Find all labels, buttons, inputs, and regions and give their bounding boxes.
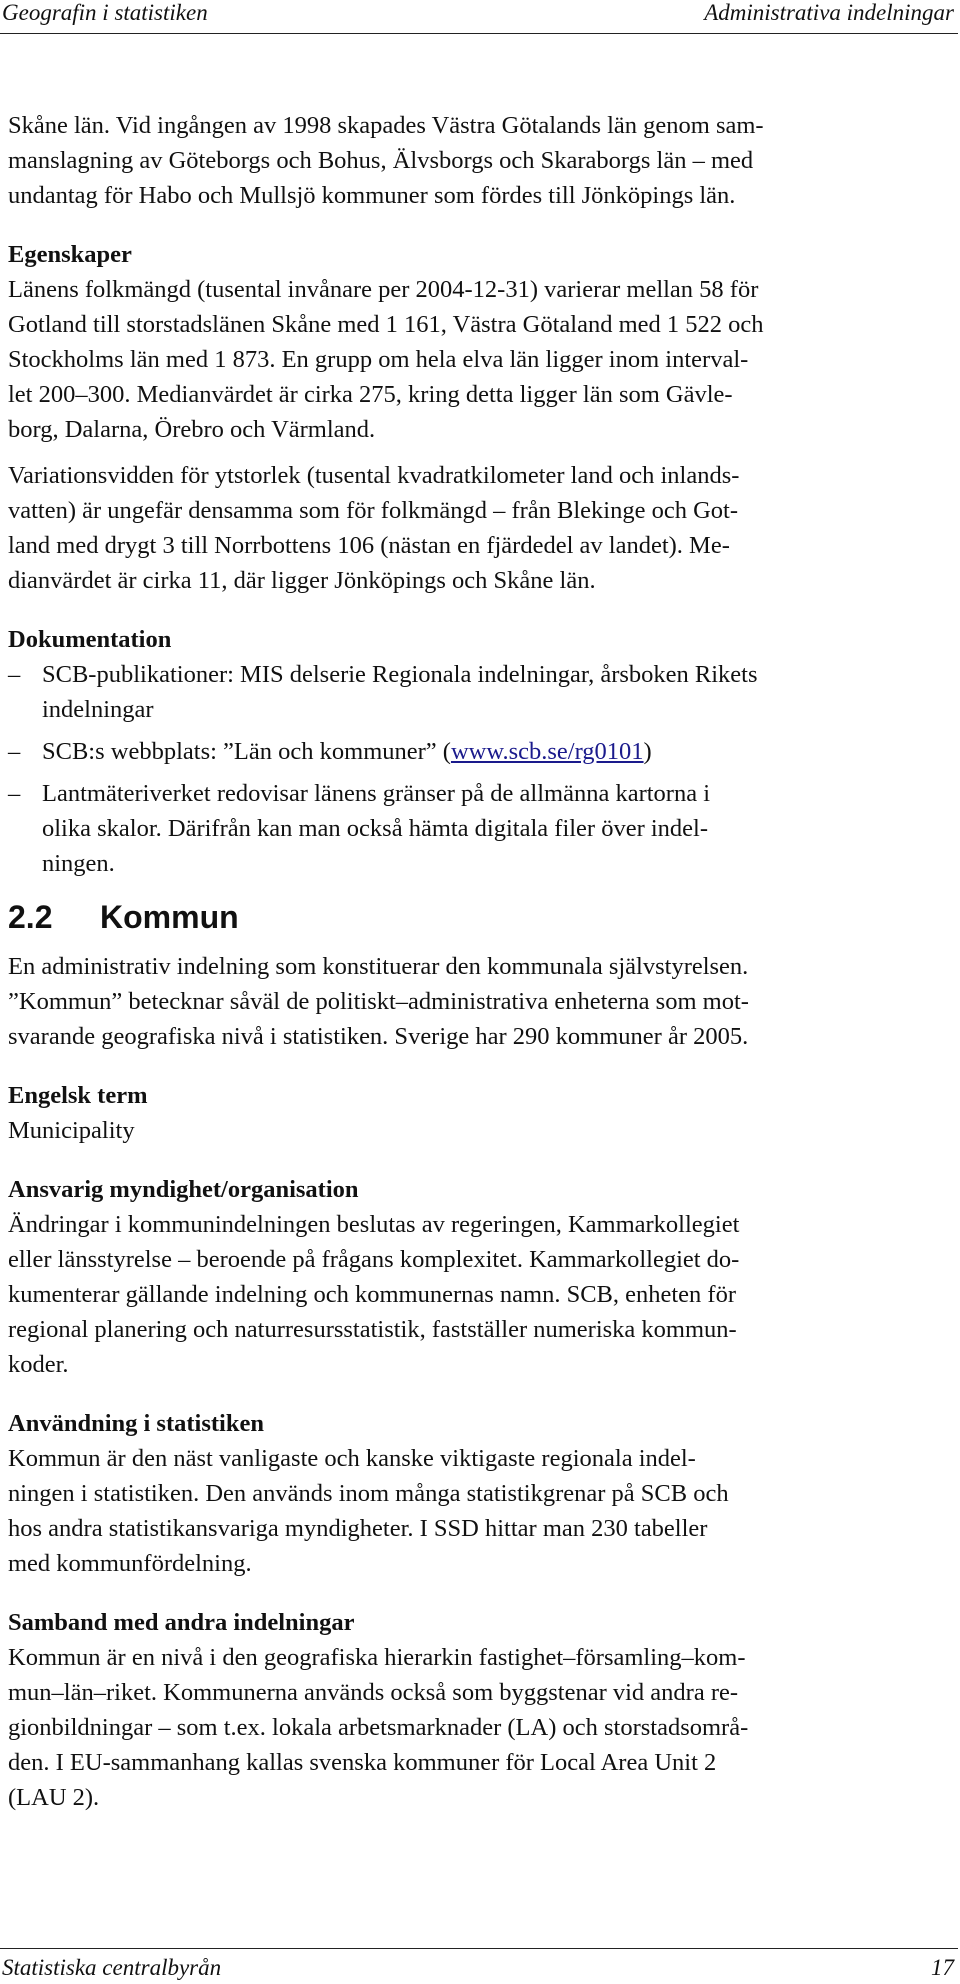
text-line: kumenterar gällande indelning och kommunernas namn. SCB, enheten för	[8, 1281, 737, 1308]
intro-line: Skåne län. Vid ingången av 1998 skapades Västra Götalands län genom sam-	[8, 112, 764, 139]
page-number: 17	[931, 1955, 954, 1980]
intro-line: undantag för Habo och Mullsjö kommuner som fördes till Jönköpings län.	[8, 182, 736, 209]
section-intro-paragraph	[8, 949, 954, 1054]
text-line: Kommun är en nivå i den geografiska hierarkin fastighet–församling–kom-	[8, 1644, 746, 1671]
text-fragment: )	[643, 738, 652, 765]
text-line: Länens folkmängd (tusental invånare per 2004-12-31) varierar mellan 58 för	[8, 276, 759, 303]
egenskaper-paragraph-2	[8, 458, 954, 598]
text-line: svarande geografiska nivå i statistiken. Sverige har 290 kommuner år 2005.	[8, 1023, 749, 1050]
section-number: 2.2	[8, 899, 53, 935]
page-body	[8, 108, 954, 1815]
engelsk-term-heading: Engelsk term	[8, 1082, 148, 1109]
text-line: borg, Dalarna, Örebro och Värmland.	[8, 416, 376, 443]
ansvarig-paragraph	[8, 1207, 954, 1382]
text-line: Kommun är den näst vanligaste och kanske viktigaste regionala indel-	[8, 1445, 696, 1472]
list-item	[8, 776, 954, 881]
text-line: mun–län–riket. Kommunerna används också som byggstenar vid andra re-	[8, 1679, 739, 1706]
scb-web-link[interactable]: www.scb.se/rg0101	[450, 738, 644, 765]
anvandning-paragraph	[8, 1441, 954, 1581]
text-line: regional planering och naturresursstatistik, fastställer numeriska kommun-	[8, 1316, 737, 1343]
list-item	[8, 657, 954, 727]
text-line: den. I EU-sammanhang kallas svenska kommuner för Local Area Unit 2	[8, 1749, 717, 1776]
text-line: eller länsstyrelse – beroende på frågans komplexitet. Kammarkollegiet do-	[8, 1246, 740, 1273]
text-line: let 200–300. Medianvärdet är cirka 275, kring detta ligger län som Gävle-	[8, 381, 733, 408]
section-title: Kommun	[100, 899, 239, 935]
footer-publisher: Statistiska centralbyrån	[2, 1955, 222, 1980]
text-line: land med drygt 3 till Norrbottens 106 (nästan en fjärdedel av landet). Me-	[8, 532, 730, 559]
egenskaper-paragraph-1	[8, 272, 954, 447]
text-line: Gotland till storstadslänen Skåne med 1 161, Västra Götaland med 1 522 och	[8, 311, 764, 338]
ansvarig-heading: Ansvarig myndighet/organisation	[8, 1176, 359, 1203]
text-line: (LAU 2).	[8, 1784, 100, 1811]
header-chapter-title: Geografin i statistiken	[2, 0, 208, 25]
text-line: Ändringar i kommunindelningen beslutas av regeringen, Kammarkollegiet	[8, 1211, 740, 1238]
text-line: indelningar	[42, 696, 154, 723]
text-line: koder.	[8, 1351, 69, 1378]
intro-paragraph	[8, 108, 954, 213]
dash-bullet: –	[8, 780, 21, 807]
dash-bullet: –	[8, 738, 21, 765]
dokumentation-list	[8, 657, 954, 881]
intro-line: manslagning av Göteborgs och Bohus, Älvsborgs och Skaraborgs län – med	[8, 147, 754, 174]
text-line: olika skalor. Därifrån kan man också hämta digitala filer över indel-	[42, 815, 709, 842]
text-line: ningen.	[42, 850, 115, 877]
anvandning-heading: Användning i statistiken	[8, 1410, 264, 1437]
text-line: gionbildningar – som t.ex. lokala arbetsmarknader (LA) och storstadsområ-	[8, 1714, 749, 1741]
text-line: Lantmäteriverket redovisar länens gränser på de allmänna kartorna i	[42, 780, 711, 807]
samband-paragraph	[8, 1640, 954, 1815]
text-line: dianvärdet är cirka 11, där ligger Jönköpings och Skåne län.	[8, 567, 596, 594]
text-line: SCB-publikationer: MIS delserie Regionala indelningar, årsboken Rikets	[42, 661, 758, 688]
text-line: ”Kommun” betecknar såväl de politiskt–administrativa enheterna som mot-	[8, 988, 749, 1015]
egenskaper-heading: Egenskaper	[8, 241, 132, 268]
text-line: vatten) är ungefär densamma som för folkmängd – från Blekinge och Got-	[8, 497, 738, 524]
dokumentation-heading: Dokumentation	[8, 626, 172, 653]
text-line: Variationsvidden för ytstorlek (tusental kvadratkilometer land och inlands-	[8, 462, 740, 489]
header-section-title: Administrativa indelningar	[704, 0, 954, 25]
list-item	[8, 734, 954, 769]
text-line: Stockholms län med 1 873. En grupp om hela elva län ligger inom interval-	[8, 346, 749, 373]
section-heading	[8, 897, 954, 937]
samband-heading: Samband med andra indelningar	[8, 1609, 355, 1636]
running-footer	[0, 1948, 958, 1983]
text-fragment: SCB:s webbplats: ”Län och kommuner” (	[42, 738, 451, 765]
text-line: ningen i statistiken. Den används inom många statistikgrenar på SCB och	[8, 1480, 729, 1507]
running-header	[0, 0, 958, 34]
engelsk-term-text: Municipality	[8, 1117, 135, 1144]
text-line: hos andra statistikansvariga myndigheter. I SSD hittar man 230 tabeller	[8, 1515, 708, 1542]
text-line: med kommunfördelning.	[8, 1550, 252, 1577]
dash-bullet: –	[8, 661, 21, 688]
text-line: En administrativ indelning som konstituerar den kommunala självstyrelsen.	[8, 953, 749, 980]
